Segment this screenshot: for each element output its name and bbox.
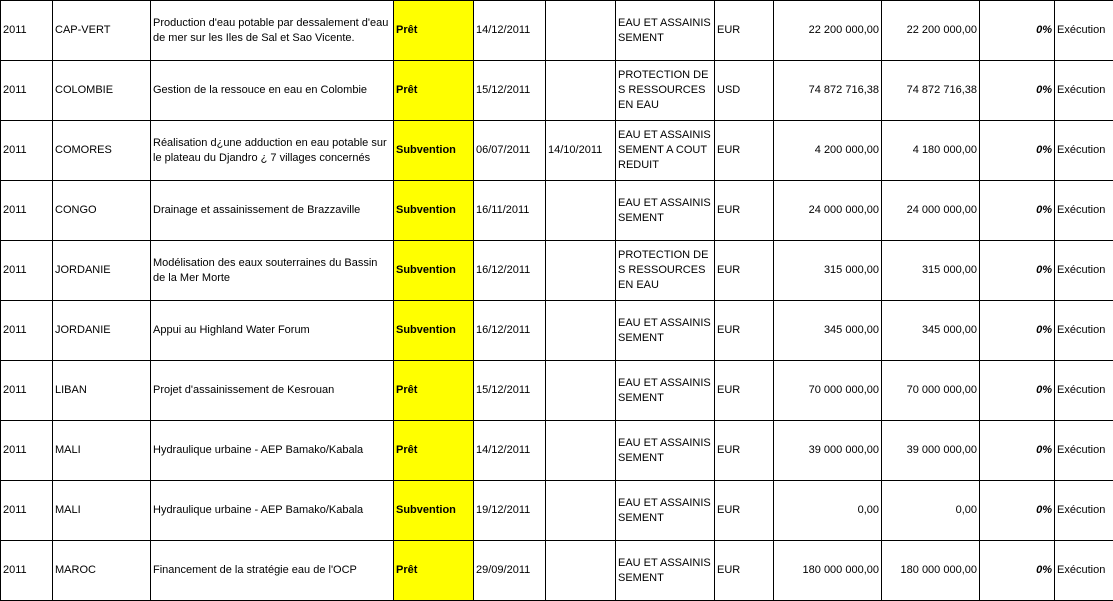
country-cell[interactable] <box>53 481 151 541</box>
project-cell[interactable] <box>151 61 394 121</box>
sector-cell[interactable] <box>616 541 715 601</box>
percent-cell-text: 0% <box>982 143 1052 158</box>
percent-cell-text: 0% <box>982 383 1052 398</box>
amount-committed-cell[interactable] <box>882 301 980 361</box>
table-row <box>1 121 1113 181</box>
date-end-cell[interactable] <box>546 421 616 481</box>
currency-cell-text: EUR <box>717 23 771 38</box>
date-cell[interactable] <box>474 121 546 181</box>
type-cell-text: Subvention <box>396 203 471 218</box>
currency-cell-text: EUR <box>717 383 771 398</box>
status-cell-text: Exécution <box>1057 143 1111 158</box>
amount-cell[interactable] <box>774 241 882 301</box>
sector-cell[interactable] <box>616 181 715 241</box>
currency-cell[interactable] <box>715 541 774 601</box>
amount-cell-text: 22 200 000,00 <box>776 23 879 38</box>
sector-cell-text: EAU ET ASSAINISSEMENT A COUT REDUIT <box>618 128 712 173</box>
year-cell[interactable] <box>1 1 53 61</box>
country-cell-text: CONGO <box>55 203 148 218</box>
currency-cell-text: EUR <box>717 443 771 458</box>
currency-cell-text: EUR <box>717 203 771 218</box>
country-cell[interactable] <box>53 301 151 361</box>
amount-cell-text: 315 000,00 <box>776 263 879 278</box>
percent-cell[interactable] <box>980 541 1055 601</box>
percent-cell[interactable] <box>980 121 1055 181</box>
status-cell[interactable] <box>1055 361 1113 421</box>
status-cell[interactable] <box>1055 481 1113 541</box>
country-cell[interactable] <box>53 1 151 61</box>
amount-cell-text: 180 000 000,00 <box>776 563 879 578</box>
currency-cell-text: EUR <box>717 263 771 278</box>
status-cell-text: Exécution <box>1057 23 1111 38</box>
currency-cell[interactable] <box>715 481 774 541</box>
amount-cell-text: 70 000 000,00 <box>776 383 879 398</box>
date-cell[interactable] <box>474 1 546 61</box>
type-cell-text: Subvention <box>396 323 471 338</box>
country-cell[interactable] <box>53 241 151 301</box>
date-end-cell-text: 14/10/2011 <box>548 143 613 158</box>
project-cell-text: Gestion de la ressouce en eau en Colombie <box>153 83 391 98</box>
amount-committed-cell-text: 180 000 000,00 <box>884 563 977 578</box>
date-end-cell[interactable] <box>546 361 616 421</box>
project-cell-text: Hydraulique urbaine - AEP Bamako/Kabala <box>153 443 391 458</box>
percent-cell-text: 0% <box>982 203 1052 218</box>
project-cell-text: Financement de la stratégie eau de l'OCP <box>153 563 391 578</box>
project-cell[interactable] <box>151 301 394 361</box>
amount-committed-cell-text: 345 000,00 <box>884 323 977 338</box>
amount-cell[interactable] <box>774 421 882 481</box>
table-row <box>1 361 1113 421</box>
sector-cell[interactable] <box>616 421 715 481</box>
country-cell-text: JORDANIE <box>55 323 148 338</box>
date-cell-text: 19/12/2011 <box>476 503 543 518</box>
type-cell-text: Prêt <box>396 563 471 578</box>
year-cell[interactable] <box>1 361 53 421</box>
year-cell[interactable] <box>1 61 53 121</box>
project-cell[interactable] <box>151 241 394 301</box>
currency-cell-text: EUR <box>717 323 771 338</box>
amount-cell[interactable] <box>774 541 882 601</box>
percent-cell-text: 0% <box>982 323 1052 338</box>
amount-committed-cell-text: 4 180 000,00 <box>884 143 977 158</box>
percent-cell-text: 0% <box>982 263 1052 278</box>
year-cell[interactable] <box>1 121 53 181</box>
status-cell[interactable] <box>1055 241 1113 301</box>
status-cell[interactable] <box>1055 541 1113 601</box>
date-end-cell[interactable] <box>546 241 616 301</box>
sector-cell[interactable] <box>616 121 715 181</box>
amount-committed-cell-text: 39 000 000,00 <box>884 443 977 458</box>
sector-cell[interactable] <box>616 481 715 541</box>
currency-cell-text: EUR <box>717 503 771 518</box>
percent-cell[interactable] <box>980 421 1055 481</box>
project-cell[interactable] <box>151 481 394 541</box>
amount-committed-cell-text: 22 200 000,00 <box>884 23 977 38</box>
type-cell[interactable] <box>394 61 474 121</box>
percent-cell-text: 0% <box>982 563 1052 578</box>
currency-cell[interactable] <box>715 181 774 241</box>
project-cell-text: Modélisation des eaux souterraines du Bassin de la Mer Morte <box>153 256 391 286</box>
currency-cell[interactable] <box>715 361 774 421</box>
table-row <box>1 481 1113 541</box>
country-cell-text: MAROC <box>55 563 148 578</box>
percent-cell-text: 0% <box>982 23 1052 38</box>
year-cell-text: 2011 <box>3 143 50 158</box>
sector-cell-text: EAU ET ASSAINISSEMENT <box>618 376 712 406</box>
year-cell-text: 2011 <box>3 83 50 98</box>
table-row <box>1 541 1113 601</box>
table-row <box>1 241 1113 301</box>
status-cell-text: Exécution <box>1057 263 1111 278</box>
type-cell-text: Prêt <box>396 83 471 98</box>
amount-committed-cell[interactable] <box>882 1 980 61</box>
type-cell[interactable] <box>394 181 474 241</box>
type-cell[interactable] <box>394 541 474 601</box>
currency-cell-text: USD <box>717 83 771 98</box>
date-cell-text: 16/12/2011 <box>476 263 543 278</box>
status-cell-text: Exécution <box>1057 203 1111 218</box>
project-cell-text: Appui au Highland Water Forum <box>153 323 391 338</box>
amount-cell-text: 24 000 000,00 <box>776 203 879 218</box>
country-cell-text: COMORES <box>55 143 148 158</box>
date-end-cell[interactable] <box>546 301 616 361</box>
status-cell-text: Exécution <box>1057 503 1111 518</box>
date-cell[interactable] <box>474 241 546 301</box>
currency-cell-text: EUR <box>717 563 771 578</box>
type-cell[interactable] <box>394 241 474 301</box>
percent-cell[interactable] <box>980 181 1055 241</box>
country-cell-text: LIBAN <box>55 383 148 398</box>
amount-cell-text: 0,00 <box>776 503 879 518</box>
date-cell-text: 29/09/2011 <box>476 563 543 578</box>
amount-cell-text: 4 200 000,00 <box>776 143 879 158</box>
percent-cell[interactable] <box>980 241 1055 301</box>
year-cell-text: 2011 <box>3 23 50 38</box>
status-cell-text: Exécution <box>1057 383 1111 398</box>
currency-cell[interactable] <box>715 241 774 301</box>
amount-committed-cell[interactable] <box>882 481 980 541</box>
status-cell-text: Exécution <box>1057 83 1111 98</box>
sector-cell-text: EAU ET ASSAINISSEMENT <box>618 496 712 526</box>
amount-committed-cell[interactable] <box>882 61 980 121</box>
country-cell-text: MALI <box>55 503 148 518</box>
status-cell[interactable] <box>1055 1 1113 61</box>
status-cell[interactable] <box>1055 121 1113 181</box>
table-row <box>1 1 1113 61</box>
date-cell-text: 16/12/2011 <box>476 323 543 338</box>
date-end-cell[interactable] <box>546 181 616 241</box>
country-cell-text: MALI <box>55 443 148 458</box>
sector-cell-text: EAU ET ASSAINISSEMENT <box>618 436 712 466</box>
project-cell[interactable] <box>151 361 394 421</box>
year-cell-text: 2011 <box>3 443 50 458</box>
table-row <box>1 301 1113 361</box>
table-row <box>1 421 1113 481</box>
amount-cell-text: 39 000 000,00 <box>776 443 879 458</box>
amount-committed-cell[interactable] <box>882 121 980 181</box>
country-cell[interactable] <box>53 361 151 421</box>
amount-cell[interactable] <box>774 481 882 541</box>
sector-cell[interactable] <box>616 241 715 301</box>
sector-cell[interactable] <box>616 1 715 61</box>
status-cell-text: Exécution <box>1057 443 1111 458</box>
sector-cell[interactable] <box>616 61 715 121</box>
year-cell-text: 2011 <box>3 203 50 218</box>
date-cell[interactable] <box>474 61 546 121</box>
amount-committed-cell[interactable] <box>882 421 980 481</box>
date-end-cell[interactable] <box>546 481 616 541</box>
percent-cell-text: 0% <box>982 83 1052 98</box>
sector-cell-text: EAU ET ASSAINISSEMENT <box>618 316 712 346</box>
date-cell[interactable] <box>474 541 546 601</box>
country-cell[interactable] <box>53 121 151 181</box>
year-cell[interactable] <box>1 481 53 541</box>
date-end-cell[interactable] <box>546 541 616 601</box>
country-cell-text: JORDANIE <box>55 263 148 278</box>
currency-cell[interactable] <box>715 121 774 181</box>
status-cell[interactable] <box>1055 301 1113 361</box>
year-cell-text: 2011 <box>3 263 50 278</box>
date-cell[interactable] <box>474 361 546 421</box>
year-cell[interactable] <box>1 421 53 481</box>
country-cell[interactable] <box>53 61 151 121</box>
type-cell-text: Prêt <box>396 443 471 458</box>
type-cell-text: Subvention <box>396 263 471 278</box>
project-cell[interactable] <box>151 541 394 601</box>
amount-cell[interactable] <box>774 1 882 61</box>
year-cell[interactable] <box>1 541 53 601</box>
currency-cell[interactable] <box>715 421 774 481</box>
amount-committed-cell-text: 0,00 <box>884 503 977 518</box>
year-cell[interactable] <box>1 181 53 241</box>
amount-committed-cell[interactable] <box>882 181 980 241</box>
type-cell[interactable] <box>394 1 474 61</box>
amount-cell[interactable] <box>774 61 882 121</box>
date-cell[interactable] <box>474 481 546 541</box>
table-body <box>1 1 1113 601</box>
date-cell-text: 15/12/2011 <box>476 83 543 98</box>
year-cell[interactable] <box>1 241 53 301</box>
project-cell-text: Réalisation d¿une adduction en eau potable sur le plateau du Djandro ¿ 7 villages concernés <box>153 136 391 166</box>
country-cell[interactable] <box>53 181 151 241</box>
percent-cell[interactable] <box>980 481 1055 541</box>
date-end-cell[interactable] <box>546 61 616 121</box>
amount-committed-cell-text: 70 000 000,00 <box>884 383 977 398</box>
type-cell-text: Subvention <box>396 143 471 158</box>
type-cell-text: Prêt <box>396 383 471 398</box>
type-cell[interactable] <box>394 421 474 481</box>
currency-cell[interactable] <box>715 301 774 361</box>
type-cell[interactable] <box>394 481 474 541</box>
sector-cell[interactable] <box>616 301 715 361</box>
amount-committed-cell[interactable] <box>882 361 980 421</box>
amount-cell[interactable] <box>774 181 882 241</box>
project-cell[interactable] <box>151 421 394 481</box>
sector-cell-text: EAU ET ASSAINISSEMENT <box>618 196 712 226</box>
year-cell-text: 2011 <box>3 563 50 578</box>
country-cell[interactable] <box>53 421 151 481</box>
amount-cell-text: 74 872 716,38 <box>776 83 879 98</box>
percent-cell[interactable] <box>980 301 1055 361</box>
project-cell[interactable] <box>151 1 394 61</box>
sector-cell-text: EAU ET ASSAINISSEMENT <box>618 556 712 586</box>
date-cell-text: 06/07/2011 <box>476 143 543 158</box>
date-cell-text: 14/12/2011 <box>476 23 543 38</box>
project-cell-text: Hydraulique urbaine - AEP Bamako/Kabala <box>153 503 391 518</box>
amount-cell[interactable] <box>774 121 882 181</box>
country-cell-text: CAP-VERT <box>55 23 148 38</box>
status-cell[interactable] <box>1055 421 1113 481</box>
amount-committed-cell[interactable] <box>882 241 980 301</box>
type-cell-text: Prêt <box>396 23 471 38</box>
project-cell-text: Projet d'assainissement de Kesrouan <box>153 383 391 398</box>
percent-cell[interactable] <box>980 361 1055 421</box>
date-cell-text: 14/12/2011 <box>476 443 543 458</box>
percent-cell-text: 0% <box>982 503 1052 518</box>
date-end-cell[interactable] <box>546 121 616 181</box>
date-cell[interactable] <box>474 181 546 241</box>
project-cell-text: Production d'eau potable par dessalement d'eau de mer sur les Iles de Sal et Sao Vicente. <box>153 16 391 46</box>
sector-cell-text: PROTECTION DES RESSOURCES EN EAU <box>618 68 712 113</box>
status-cell[interactable] <box>1055 61 1113 121</box>
year-cell-text: 2011 <box>3 503 50 518</box>
sector-cell-text: EAU ET ASSAINISSEMENT <box>618 16 712 46</box>
country-cell[interactable] <box>53 541 151 601</box>
percent-cell[interactable] <box>980 1 1055 61</box>
project-cell-text: Drainage et assainissement de Brazzaville <box>153 203 391 218</box>
amount-committed-cell-text: 24 000 000,00 <box>884 203 977 218</box>
percent-cell[interactable] <box>980 61 1055 121</box>
currency-cell-text: EUR <box>717 143 771 158</box>
date-end-cell[interactable] <box>546 1 616 61</box>
amount-cell[interactable] <box>774 361 882 421</box>
year-cell-text: 2011 <box>3 323 50 338</box>
sector-cell[interactable] <box>616 361 715 421</box>
sector-cell-text: PROTECTION DES RESSOURCES EN EAU <box>618 248 712 293</box>
project-cell[interactable] <box>151 121 394 181</box>
status-cell-text: Exécution <box>1057 563 1111 578</box>
amount-committed-cell-text: 74 872 716,38 <box>884 83 977 98</box>
amount-cell-text: 345 000,00 <box>776 323 879 338</box>
date-cell-text: 16/11/2011 <box>476 203 543 218</box>
date-cell[interactable] <box>474 421 546 481</box>
status-cell[interactable] <box>1055 181 1113 241</box>
status-cell-text: Exécution <box>1057 323 1111 338</box>
type-cell-text: Subvention <box>396 503 471 518</box>
country-cell-text: COLOMBIE <box>55 83 148 98</box>
percent-cell-text: 0% <box>982 443 1052 458</box>
year-cell-text: 2011 <box>3 383 50 398</box>
currency-cell[interactable] <box>715 61 774 121</box>
table-row <box>1 61 1113 121</box>
amount-committed-cell[interactable] <box>882 541 980 601</box>
project-cell[interactable] <box>151 181 394 241</box>
type-cell[interactable] <box>394 361 474 421</box>
currency-cell[interactable] <box>715 1 774 61</box>
amount-cell[interactable] <box>774 301 882 361</box>
table-row <box>1 181 1113 241</box>
year-cell[interactable] <box>1 301 53 361</box>
type-cell[interactable] <box>394 301 474 361</box>
amount-committed-cell-text: 315 000,00 <box>884 263 977 278</box>
date-cell[interactable] <box>474 301 546 361</box>
type-cell[interactable] <box>394 121 474 181</box>
date-cell-text: 15/12/2011 <box>476 383 543 398</box>
